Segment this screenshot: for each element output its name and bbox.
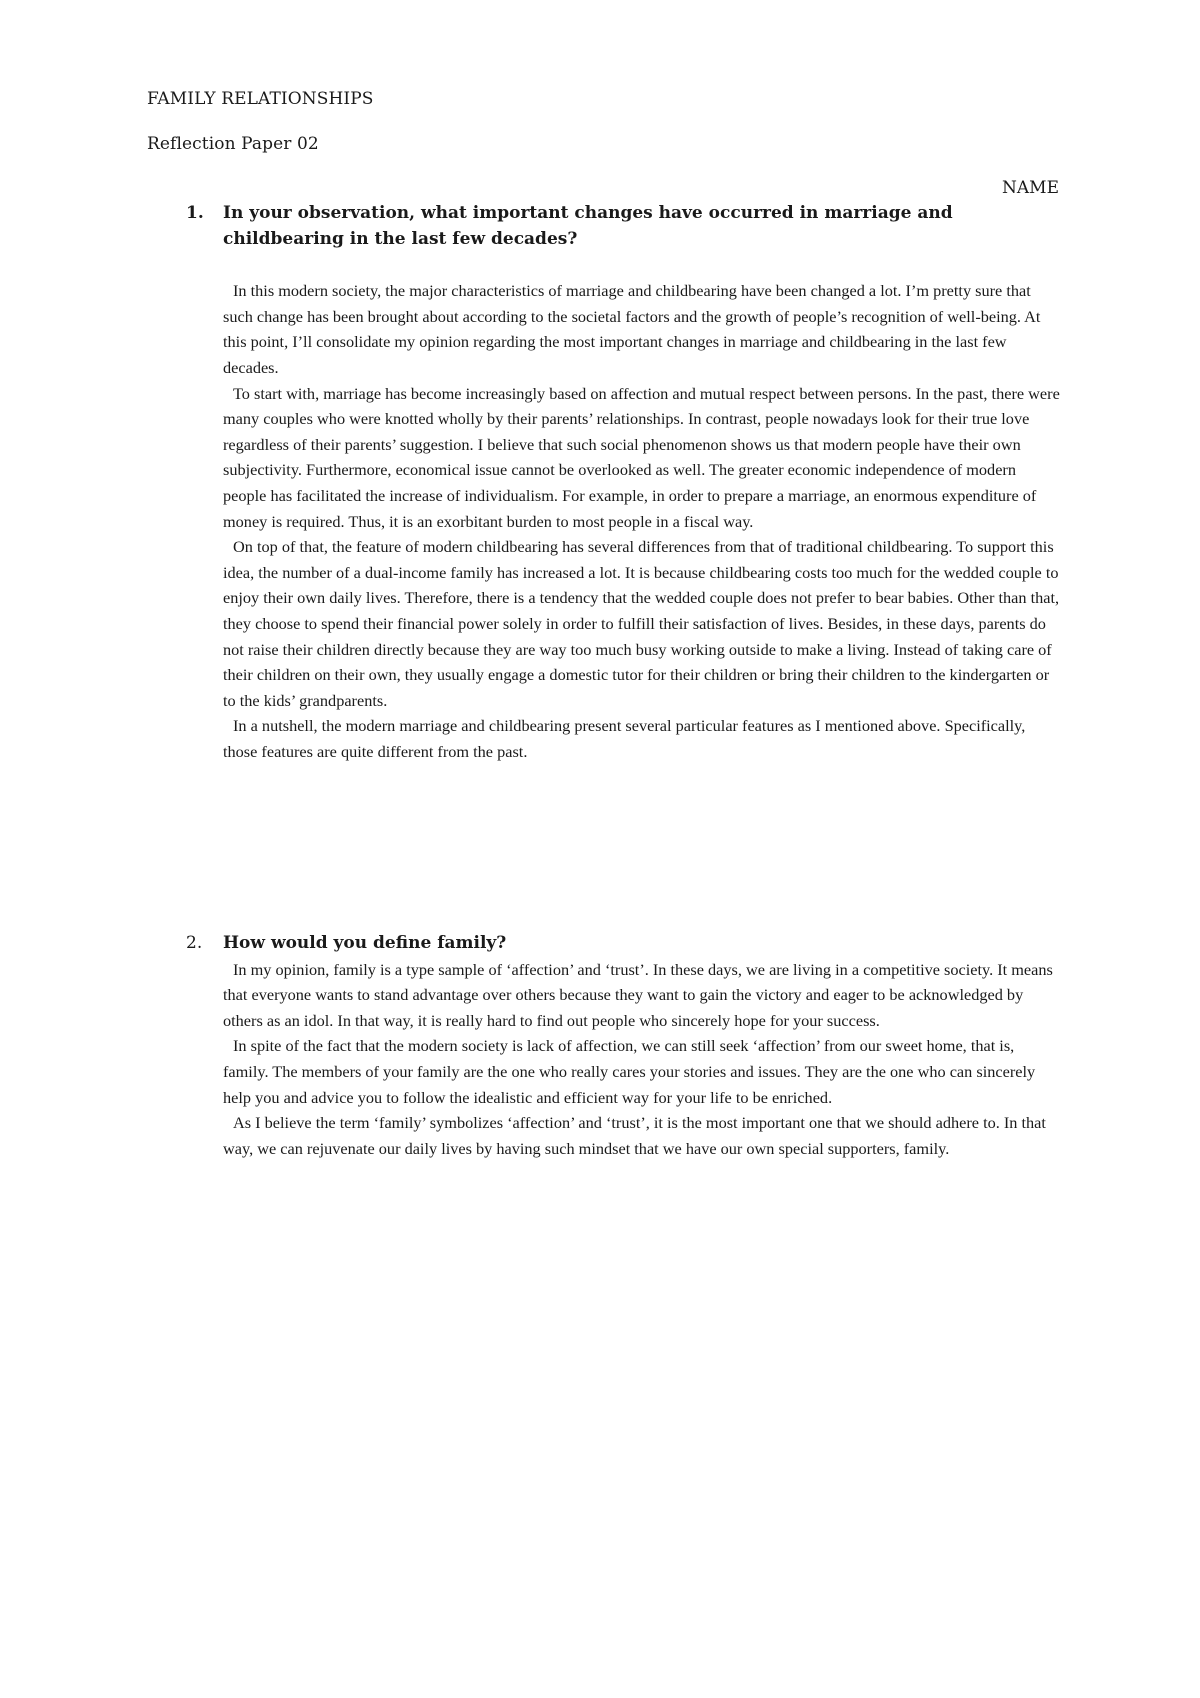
question-number: 1. — [186, 203, 204, 223]
course-title: FAMILY RELATIONSHIPS — [147, 89, 374, 109]
answer-paragraph: On top of that, the feature of modern childbearing has several differences from that of traditional childbearing. To support this idea, the number of a dual-income family has increased a lot. It is because childbearing costs too much for the wedded couple to enjoy their own daily lives. Therefore, there is a tendency that the wedded couple does not prefer to bear babies. Other than that, they choose to spend their financial power solely in order to fulfill their satisfaction of lives. Besides, in these days, parents do not raise their children directly because they are way too much busy working outside to make a living. Instead of taking care of their children on their own, they usually engage a domestic tutor for their children or bring their children to the kindergarten or to the kids’ grandparents. — [223, 537, 1060, 710]
answer-paragraph: In my opinion, family is a type sample of ‘affection’ and ‘trust’. In these days, we are living in a competitive society. It means that everyone wants to stand advantage over others because they want to gain the victory and eager to be acknowledged by others as an idol. In that way, it is really hard to find out people who sincerely hope for your success. — [223, 959, 1053, 1030]
student-name-label: NAME — [1002, 178, 1059, 198]
question-text: In your observation, what important changes have occurred in marriage and childbearing in the last few decades? — [223, 203, 953, 249]
answer-body — [223, 278, 1063, 764]
question-number: 2. — [186, 933, 203, 953]
answer-paragraph: In this modern society, the major characteristics of marriage and childbearing have been changed a lot. I’m pretty sure that such change has been brought about according to the societal factors and the growth of people’s recognition of well-being. At this point, I’ll consolidate my opinion regarding the most important changes in marriage and childbearing in the last few decades. — [223, 281, 1041, 377]
question-text: How would you define family? — [223, 933, 507, 953]
answer-body — [223, 957, 1063, 1162]
answer-paragraph: To start with, marriage has become increasingly based on affection and mutual respect between persons. In the past, there were many couples who were knotted wholly by their parents’ relationships. In contrast, people nowadays look for their true love regardless of their parents’ suggestion. I believe that such social phenomenon shows us that modern people have their own subjectivity. Furthermore, economical issue cannot be overlooked as well. The greater economic independence of modern people has facilitated the increase of individualism. For example, in order to prepare a marriage, an enormous expenditure of money is required. Thus, it is an exorbitant burden to most people in a fiscal way. — [223, 383, 1060, 531]
answer-paragraph: As I believe the term ‘family’ symbolizes ‘affection’ and ‘trust’, it is the most important one that we should adhere to. In that way, we can rejuvenate our daily lives by having such mindset that we have our own special supporters, family. — [223, 1113, 1046, 1158]
paper-title: Reflection Paper 02 — [147, 134, 319, 154]
question-2-section — [186, 931, 1066, 1161]
answer-paragraph: In spite of the fact that the modern society is lack of affection, we can still seek ‘affection’ from our sweet home, that is, family. The members of your family are the one who really cares your stories and issues. They are the one who can sincerely help you and advice you to follow the idealistic and efficient way for your life to be enriched. — [223, 1036, 1036, 1107]
answer-paragraph: In a nutshell, the modern marriage and childbearing present several particular features as I mentioned above. Specifically, those features are quite different from the past. — [223, 716, 1026, 761]
question-1-section — [186, 201, 1066, 764]
